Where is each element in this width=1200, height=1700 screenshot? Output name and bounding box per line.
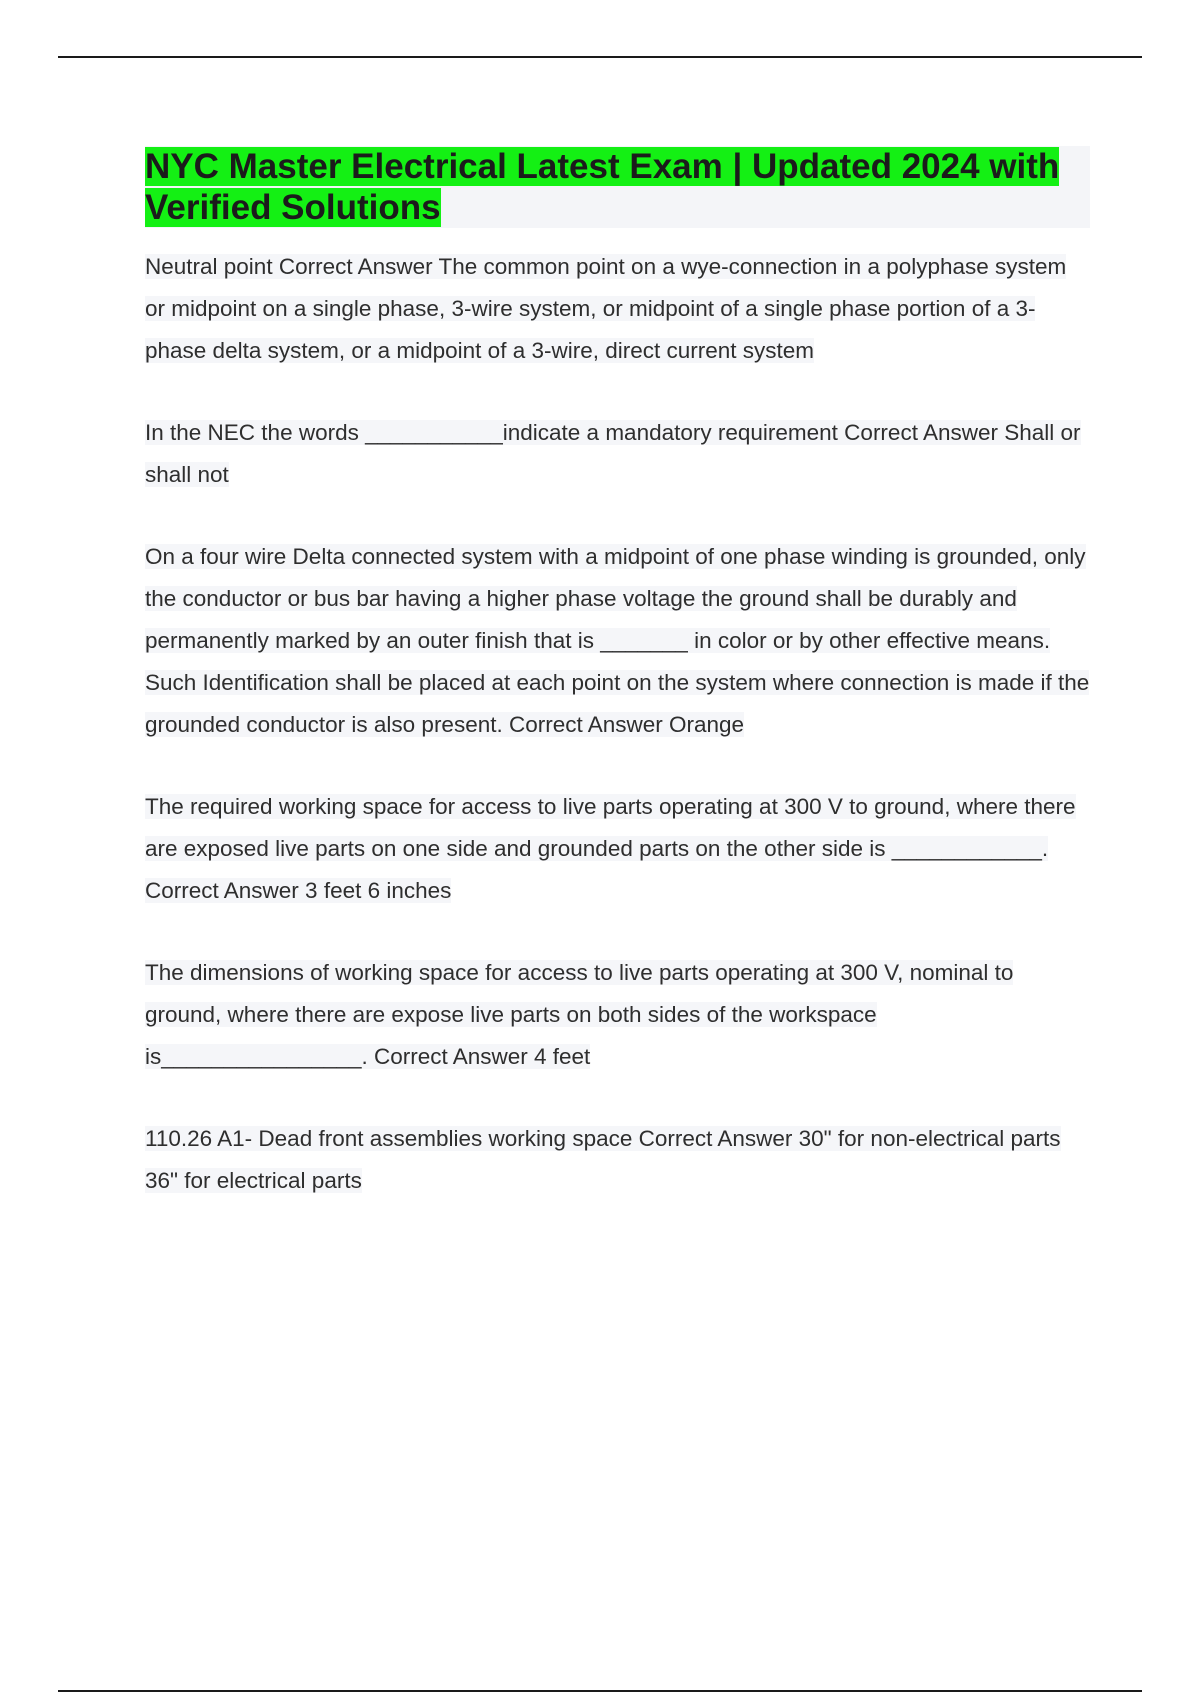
qa-entry-text: Neutral point Correct Answer The common point on a wye-connection in a polyphase system or midpoint on a single phase, 3-wire system, or midpoint of a single phase portion of a 3-phase delta system, or a midpoint of a 3-wire, direct current system — [145, 254, 1067, 363]
qa-entry-5 — [145, 952, 1090, 1078]
qa-entry-text: On a four wire Delta connected system with a midpoint of one phase winding is grounded, only the conductor or bus bar having a higher phase voltage the ground shall be durably and permanently marked by an outer finish that is _______ in color or by other effective means. Such Identification shall be placed at each point on the system where connection is made if the grounded conductor is also present. Correct Answer Orange — [145, 544, 1090, 737]
qa-entry-text: The required working space for access to live parts operating at 300 V to ground, where there are exposed live parts on one side and grounded parts on the other side is ____________. Correct Answer 3 feet 6 inches — [145, 794, 1076, 903]
qa-entry-3 — [145, 536, 1090, 746]
qa-entry-2 — [145, 412, 1090, 496]
qa-entry-1 — [145, 246, 1090, 372]
qa-entry-text: The dimensions of working space for access to live parts operating at 300 V, nominal to ground, where there are expose live parts on both sides of the workspace is________________. Correct Answer 4 feet — [145, 960, 1014, 1069]
top-rule — [58, 56, 1142, 58]
document-body — [145, 146, 1090, 1242]
document-title: NYC Master Electrical Latest Exam | Updated 2024 with Verified Solutions — [145, 147, 1060, 227]
qa-entry-text: 110.26 A1- Dead front assemblies working space Correct Answer 30" for non-electrical parts — [145, 1126, 1061, 1151]
title-block — [145, 146, 1090, 228]
bottom-rule — [58, 1690, 1142, 1692]
qa-entry-extra-line: 36" for electrical parts — [145, 1168, 362, 1193]
qa-entry-text: In the NEC the words ___________indicate a mandatory requirement Correct Answer Shall or shall not — [145, 420, 1081, 487]
qa-entry-4 — [145, 786, 1090, 912]
qa-entry-6 — [145, 1118, 1090, 1202]
